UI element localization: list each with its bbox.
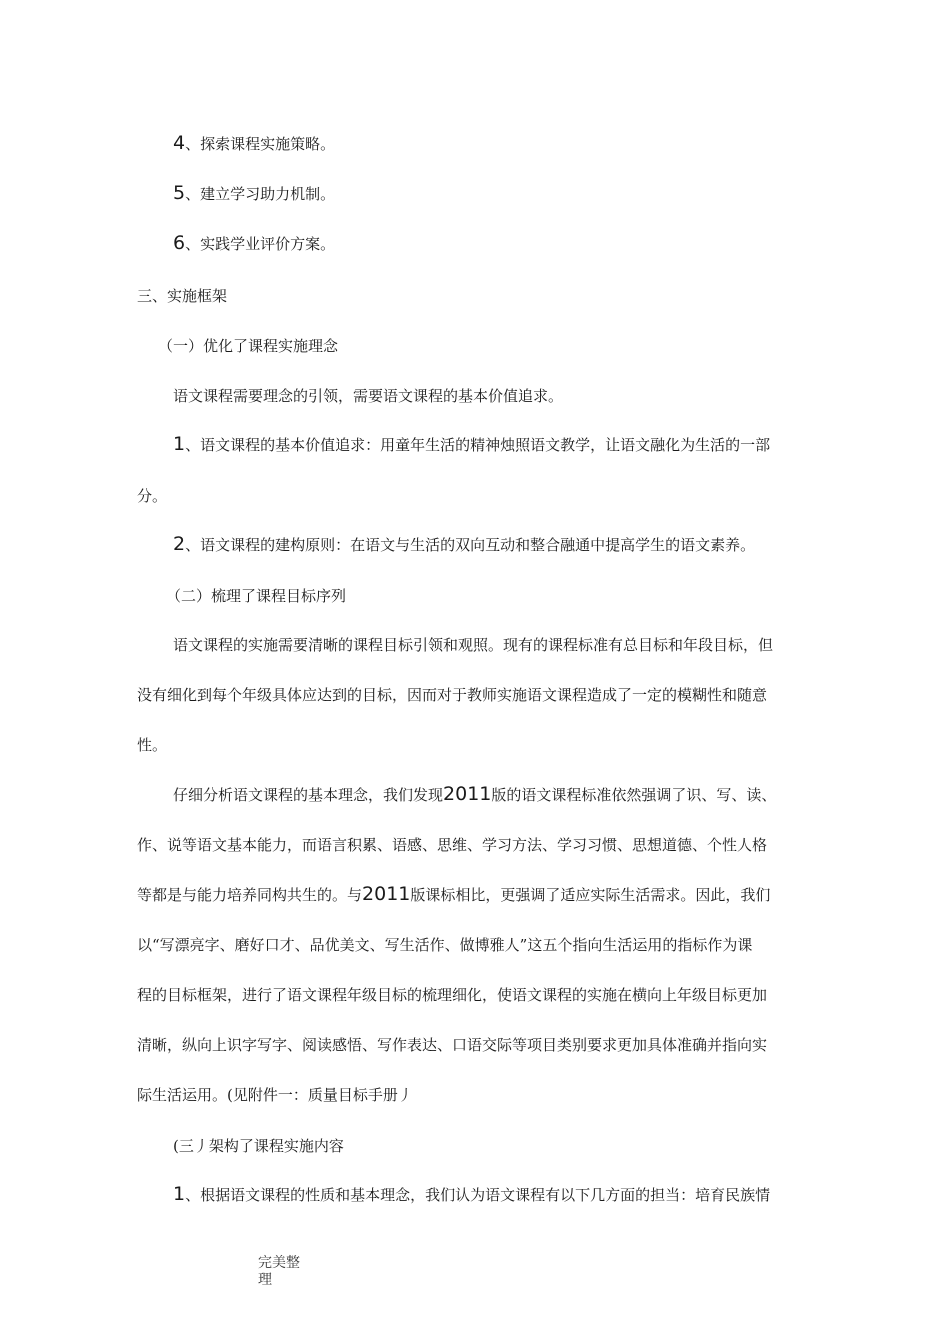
- page-footer: [258, 1255, 308, 1289]
- paragraph-line: 没有细化到每个年级具体应达到的目标，因而对于教师实施语文课程造成了一定的模糊性和随意: [137, 686, 768, 704]
- section-heading: 三、实施框架: [137, 287, 228, 305]
- paragraph-line: 清晰，纵向上识字写字、阅读感悟、写作表达、口语交际等项目类别要求更加具体准确并指向实: [137, 1036, 768, 1054]
- point-1-section-3: [173, 1184, 770, 1205]
- list-item-4: [173, 133, 335, 154]
- item-text: 、探索课程实施策略。: [185, 135, 336, 153]
- footer-line: 理: [258, 1272, 272, 1288]
- footer-line: 完美整: [258, 1255, 300, 1271]
- subsection-heading-1: （一）优化了课程实施理念: [158, 337, 339, 355]
- point-1-line-2: 分。: [137, 487, 168, 505]
- item-number: 4: [173, 132, 186, 154]
- point-text: 、语文课程的建构原则：在语文与生活的双向互动和整合融通中提高学生的语文素养。: [185, 536, 756, 554]
- paragraph-line: 以“写漂亮字、磨好口才、品优美文、写生活作、做博雅人”这五个指向生活运用的指标作为课: [137, 936, 753, 954]
- item-text: 、建立学习助力机制。: [185, 185, 336, 203]
- subsection-heading-2: （二）梳理了课程目标序列: [166, 587, 347, 605]
- paragraph-line: 语文课程的实施需要清晰的课程目标引领和观照。现有的课程标准有总目标和年段目标，但: [173, 636, 774, 654]
- point-1-line-1: [173, 434, 770, 455]
- paragraph-line: [137, 884, 770, 905]
- list-item-6: [173, 233, 335, 254]
- text-run: 版的语文课程标准依然强调了识、写、读、: [491, 786, 777, 804]
- text-run: 版课标相比，更强调了适应实际生活需求。因此，我们: [410, 886, 771, 904]
- text-run: 仔细分析语文课程的基本理念，我们发现: [173, 786, 444, 804]
- paragraph-line: 程的目标框架，进行了语文课程年级目标的梳理细化，使语文课程的实施在横向上年级目标更加: [137, 986, 768, 1004]
- subsection-heading-3: (三丿架构了课程实施内容: [173, 1137, 344, 1155]
- point-number: 1: [173, 433, 186, 455]
- paragraph-line: [173, 784, 776, 805]
- point-text: 、语文课程的基本价值追求：用童年生活的精神烛照语文教学，让语文融化为生活的一部: [185, 436, 771, 454]
- point-number: 2: [173, 533, 186, 555]
- point-2: [173, 534, 755, 555]
- paragraph-intro: 语文课程需要理念的引领，需要语文课程的基本价值追求。: [173, 387, 564, 405]
- year-number: 2011: [443, 783, 492, 805]
- item-text: 、实践学业评价方案。: [185, 235, 336, 253]
- item-number: 5: [173, 182, 186, 204]
- paragraph-line: 性。: [137, 736, 168, 754]
- year-number: 2011: [362, 883, 411, 905]
- text-run: 等都是与能力培养同构共生的。与: [137, 886, 363, 904]
- item-number: 6: [173, 232, 186, 254]
- list-item-5: [173, 183, 335, 204]
- point-text: 、根据语文课程的性质和基本理念，我们认为语文课程有以下几方面的担当：培育民族情: [185, 1186, 771, 1204]
- paragraph-line: 作、说等语文基本能力，而语言积累、语感、思维、学习方法、学习习惯、思想道德、个性人格: [137, 836, 768, 854]
- paragraph-line: 际生活运用。(见附件一：质量目标手册丿: [137, 1086, 413, 1104]
- point-number: 1: [173, 1183, 186, 1205]
